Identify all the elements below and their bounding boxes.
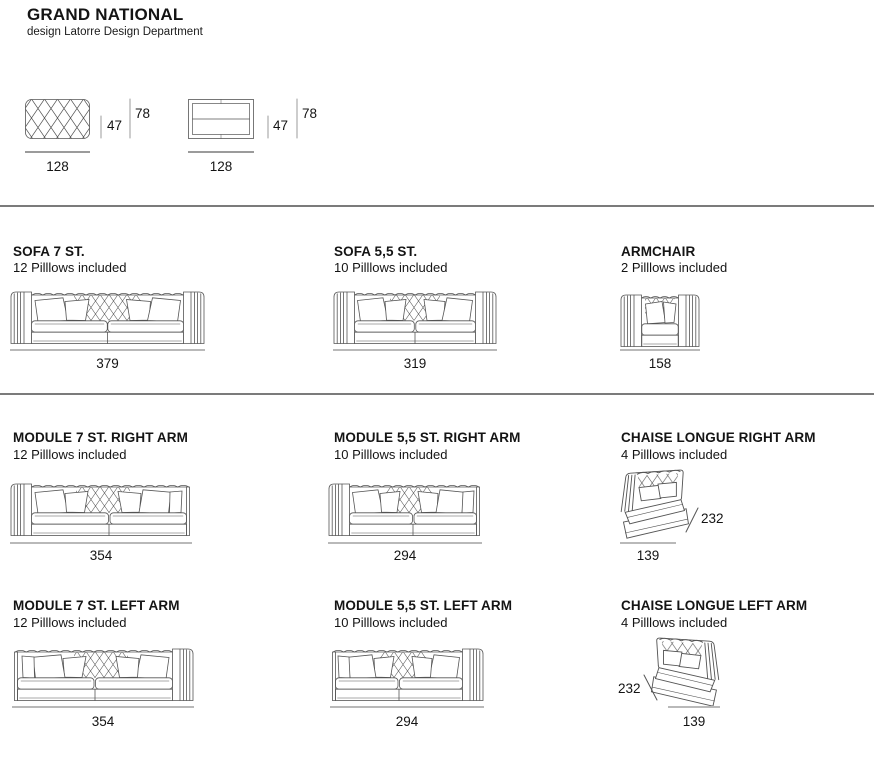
pillows-count: 12 Pilllows included	[13, 615, 127, 630]
module-7st-left-arm-figure	[15, 649, 194, 701]
section-divider-2	[0, 393, 874, 395]
cushion-back-width-line	[188, 151, 254, 153]
width-dimension: 294	[395, 714, 419, 729]
sofa-7st-figure	[11, 292, 204, 344]
pillows-count: 12 Pilllows included	[13, 447, 127, 462]
width-line	[620, 349, 700, 351]
module-7st-right-arm-figure	[11, 484, 190, 536]
pillows-count: 10 Pilllows included	[334, 447, 448, 462]
pillows-count: 10 Pilllows included	[334, 615, 448, 630]
module-55st-left-arm-figure	[333, 649, 484, 701]
pillows-count: 4 Pilllows included	[621, 615, 728, 630]
product-title: MODULE 7 ST. LEFT ARM	[13, 598, 180, 613]
width-line	[668, 706, 720, 708]
product-title: CHAISE LONGUE RIGHT ARM	[621, 430, 816, 445]
pillows-count: 12 Pilllows included	[13, 260, 127, 275]
cushion-front-inner-height: 47	[107, 118, 123, 133]
width-dimension: 319	[403, 356, 427, 371]
section-divider-1	[0, 205, 874, 207]
page-title: GRAND NATIONAL	[27, 5, 184, 24]
designer-credit: design Latorre Design Department	[27, 26, 203, 38]
width-dimension: 139	[682, 714, 706, 729]
chaise-longue-left-arm-figure	[651, 638, 718, 706]
cushion-back-total-height: 78	[302, 106, 318, 121]
width-line	[333, 349, 497, 351]
width-dimension: 139	[636, 548, 660, 563]
pillows-count: 2 Pilllows included	[621, 260, 728, 275]
width-dimension: 354	[91, 714, 115, 729]
product-title: ARMCHAIR	[621, 244, 696, 259]
width-line	[10, 349, 205, 351]
width-line	[10, 542, 192, 544]
cushion-front-total-height: 78	[135, 106, 151, 121]
width-line	[12, 706, 194, 708]
width-line	[620, 542, 676, 544]
cushion-front-width: 128	[46, 159, 69, 174]
depth-dimension: 232	[618, 681, 641, 696]
product-title: MODULE 5,5 ST. LEFT ARM	[334, 598, 513, 613]
product-title: MODULE 7 ST. RIGHT ARM	[13, 430, 188, 445]
product-title: CHAISE LONGUE LEFT ARM	[621, 598, 808, 613]
product-title: MODULE 5,5 ST. RIGHT ARM	[334, 430, 521, 445]
cushion-back-inner-height: 47	[273, 118, 289, 133]
width-line	[330, 706, 484, 708]
sofa-55st-figure	[334, 292, 496, 344]
armchair-figure	[621, 295, 699, 347]
pillows-count: 4 Pilllows included	[621, 447, 728, 462]
width-line	[328, 542, 482, 544]
width-dimension: 158	[648, 356, 672, 371]
module-55st-right-arm-figure	[329, 484, 480, 536]
width-dimension: 354	[89, 548, 113, 563]
cushion-back-width: 128	[209, 159, 233, 174]
depth-dimension: 232	[701, 511, 724, 526]
product-title: SOFA 5,5 ST.	[334, 244, 418, 259]
cushion-front-drawing	[26, 100, 90, 139]
chaise-longue-right-arm-figure	[621, 470, 688, 538]
width-dimension: 379	[96, 356, 119, 371]
width-dimension: 294	[393, 548, 417, 563]
cushion-front-width-line	[25, 151, 90, 153]
pillows-count: 10 Pilllows included	[334, 260, 448, 275]
cushion-back-drawing	[189, 100, 254, 139]
product-title: SOFA 7 ST.	[13, 244, 85, 259]
